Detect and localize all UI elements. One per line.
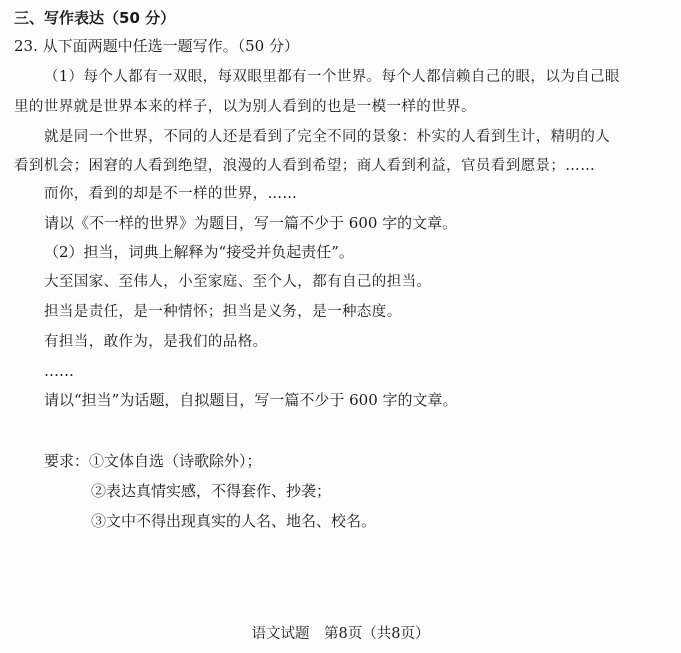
prompt1-line2: 里的世界就是世界本来的样子，以为别人看到的也是一模一样的世界。 [14,99,476,115]
prompt1-instruction: 请以《不一样的世界》为题目，写一篇不少于 600 字的文章。 [44,214,458,232]
prompt2-line4: 有担当，敢作为，是我们的品格。 [44,334,268,350]
requirement-item2: ②表达真情实感，不得套作、抄袭； [91,482,332,500]
prompt2-line3: 担当是责任，是一种情怀；担当是义务，是一种态度。 [44,304,402,320]
page-footer: 语文试题 第8页（共8页） [251,626,430,642]
requirement-item3: ③文中不得出现真实的人名、地名、校名。 [91,512,377,530]
prompt1-line4: 看到机会；困窘的人看到绝望，浪漫的人看到希望；商人看到利益，官员看到愿景；…… [14,158,596,174]
prompt1-line3: 就是同一个世界，不同的人还是看到了完全不同的景象：朴实的人看到生计，精明的人 [44,129,611,145]
prompt2-ellipsis: …… [44,362,74,380]
question-title: 23. 从下面两题中任选一题写作。（50 分） [14,37,299,55]
prompt2-instruction: 请以“担当”为话题，自拟题目，写一篇不少于 600 字的文章。 [44,391,458,409]
prompt2-line1: （2）担当，词典上解释为“接受并负起责任”。 [44,243,354,261]
prompt1-line5: 而你，看到的却是不一样的世界，…… [44,186,298,202]
prompt1-line1: （1）每个人都有一双眼，每双眼里都有一个世界。每个人都信赖自己的眼，以为自己眼 [44,69,620,85]
prompt2-line2: 大至国家、至伟人，小至家庭、至个人，都有自己的担当。 [44,274,432,290]
section-heading: 三、写作表达（50 分） [14,9,176,27]
requirement-item1: 要求：①文体自选（诗歌除外）； [44,452,262,470]
